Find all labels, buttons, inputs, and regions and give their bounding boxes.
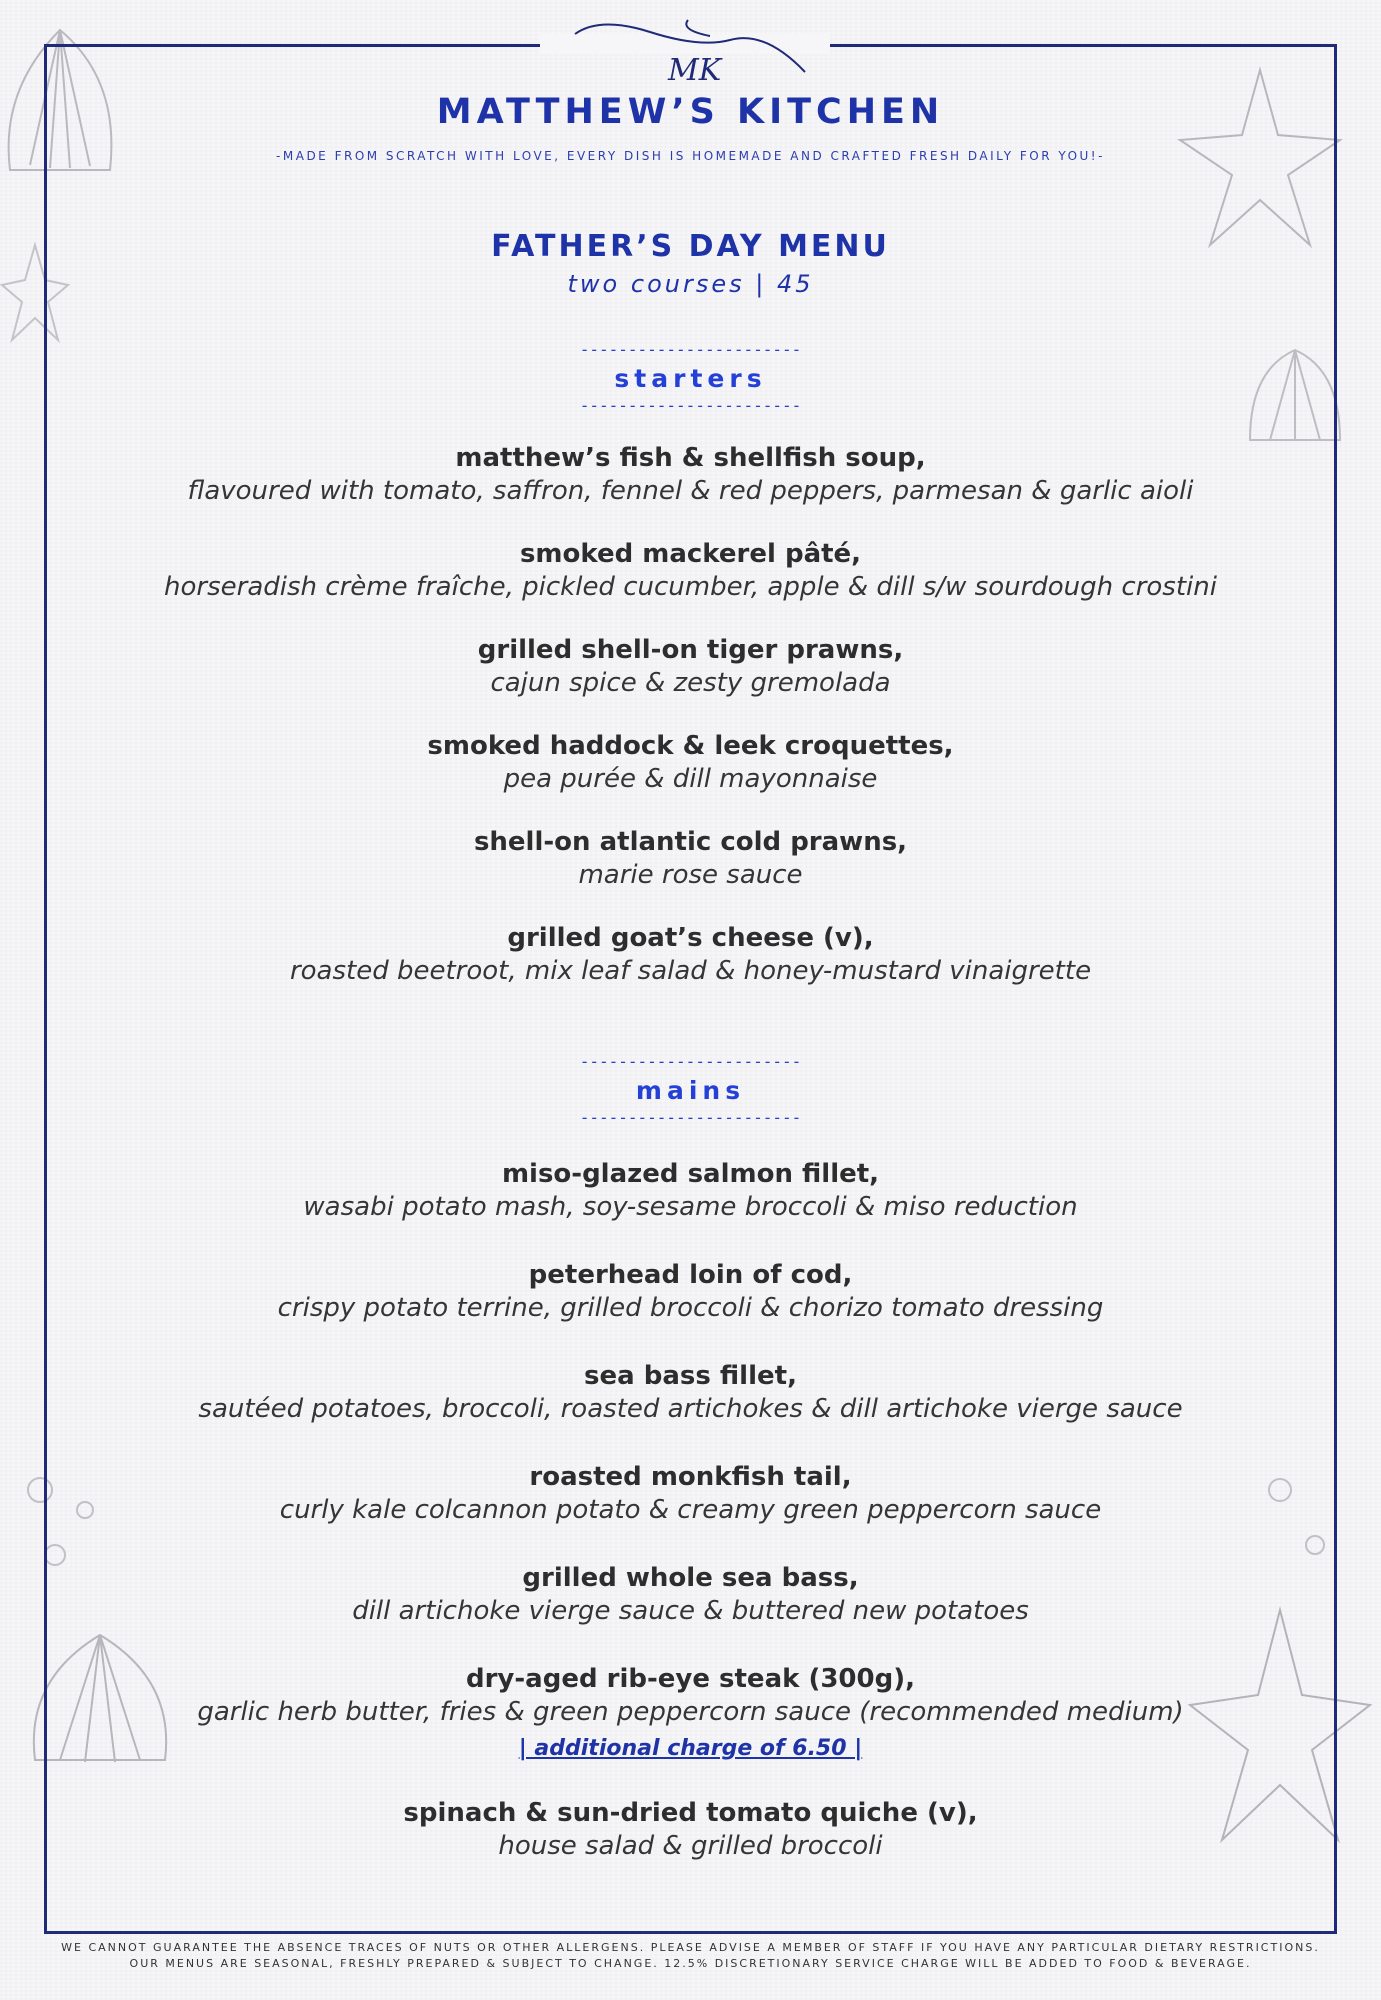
dish-description: garlic herb butter, fries & green peppercorn sauce (recommended medium) <box>197 1697 1184 1727</box>
dish-item <box>0 1360 1381 1426</box>
dish-name: spinach & sun-dried tomato quiche (v), <box>403 1798 978 1828</box>
dish-description: cajun spice & zesty gremolada <box>490 668 891 698</box>
dish-item <box>0 1461 1381 1527</box>
section-label: starters <box>614 364 767 393</box>
menu-subtitle: two courses | 45 <box>567 270 814 298</box>
dish-description: curly kale colcannon potato & creamy green peppercorn sauce <box>279 1495 1102 1525</box>
dish-item <box>0 730 1381 796</box>
dish-name: dry-aged rib-eye steak (300g), <box>466 1664 915 1694</box>
section-header-starters <box>0 340 1381 416</box>
dish-description: marie rose sauce <box>578 860 803 890</box>
brand-tagline: -MADE FROM SCRATCH WITH LOVE, EVERY DISH IS HOMEMADE AND CRAFTED FRESH DAILY FOR YOU!- <box>276 149 1105 163</box>
dish-description: horseradish crème fraîche, pickled cucumber, apple & dill s/w sourdough crostini <box>164 572 1217 602</box>
dish-name: shell-on atlantic cold prawns, <box>473 827 908 857</box>
dish-name: miso-glazed salmon fillet, <box>501 1159 880 1189</box>
dish-item <box>0 1158 1381 1224</box>
brand-name: MATTHEW’S KITCHEN <box>436 92 945 132</box>
dish-item <box>0 1562 1381 1628</box>
additional-charge-note: | additional charge of 6.50 | <box>518 1736 863 1761</box>
dish-description: crispy potato terrine, grilled broccoli & chorizo tomato dressing <box>277 1293 1104 1323</box>
dish-description: wasabi potato mash, soy-sesame broccoli & miso reduction <box>303 1192 1078 1222</box>
dish-item <box>0 634 1381 700</box>
allergen-notice: WE CANNOT GUARANTEE THE ABSENCE TRACES OF NUTS OR OTHER ALLERGENS. PLEASE ADVISE A MEMBER OF STAFF IF YOU HAVE ANY PARTICULAR DIETARY RESTRICTIONS. <box>61 1941 1320 1954</box>
dish-item <box>0 442 1381 508</box>
dish-item <box>0 826 1381 892</box>
monogram-logo <box>560 10 820 82</box>
divider-top: ----------------------- <box>579 340 802 359</box>
dish-name: peterhead loin of cod, <box>528 1260 853 1290</box>
menu-border-frame <box>44 44 1337 1934</box>
dish-name: matthew’s fish & shellfish soup, <box>455 443 926 473</box>
monogram-text: MK <box>668 53 722 82</box>
dish-name: sea bass fillet, <box>584 1361 797 1391</box>
dish-description: sautéed potatoes, broccoli, roasted artichokes & dill artichoke vierge sauce <box>198 1394 1183 1424</box>
dish-name: smoked mackerel pâté, <box>519 539 862 569</box>
dish-description: pea purée & dill mayonnaise <box>503 764 878 794</box>
divider-top: ----------------------- <box>579 1052 802 1071</box>
dish-item <box>0 1797 1381 1863</box>
service-charge-notice: OUR MENUS ARE SEASONAL, FRESHLY PREPARED & SUBJECT TO CHANGE. 12.5% DISCRETIONARY SERVICE CHARGE WILL BE ADDED TO FOOD & BEVERAGE. <box>129 1957 1252 1970</box>
dish-description: roasted beetroot, mix leaf salad & honey-mustard vinaigrette <box>289 956 1092 986</box>
dish-name: grilled whole sea bass, <box>522 1563 859 1593</box>
menu-title: FATHER’S DAY MENU <box>491 229 890 264</box>
dish-description: house salad & grilled broccoli <box>498 1831 883 1861</box>
dish-name: smoked haddock & leek croquettes, <box>427 731 954 761</box>
dish-description: flavoured with tomato, saffron, fennel & red peppers, parmesan & garlic aioli <box>187 476 1194 506</box>
dish-name: roasted monkfish tail, <box>529 1462 852 1492</box>
section-label: mains <box>635 1076 746 1105</box>
dish-item <box>0 538 1381 604</box>
section-header-mains <box>0 1052 1381 1128</box>
dish-name: grilled goat’s cheese (v), <box>507 923 874 953</box>
dish-name: grilled shell-on tiger prawns, <box>477 635 904 665</box>
dish-item <box>0 1259 1381 1325</box>
dish-item <box>0 1663 1381 1729</box>
divider-bottom: ----------------------- <box>579 1108 802 1127</box>
divider-bottom: ----------------------- <box>579 396 802 415</box>
dish-item <box>0 922 1381 988</box>
dish-description: dill artichoke vierge sauce & buttered new potatoes <box>352 1596 1029 1626</box>
